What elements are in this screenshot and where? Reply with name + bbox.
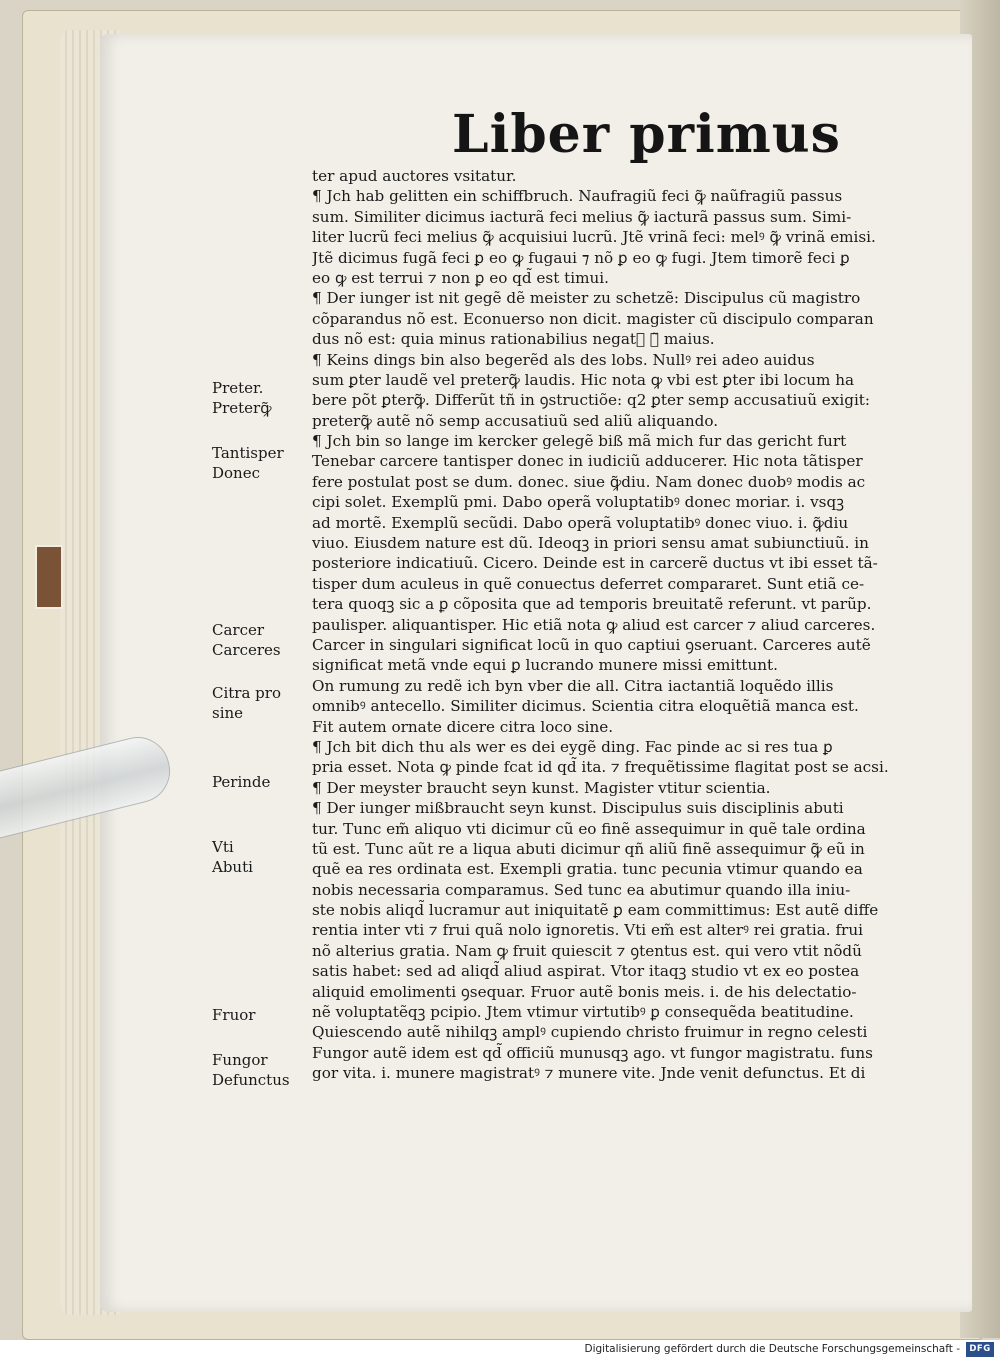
text-line: Carcer in singulari significat locũ in quo captiui ꝯseruant. Carceres autẽ [312, 635, 871, 654]
funding-credit: Digitalisierung gefördert durch die Deutsche Forschungsgemeinschaft - [584, 1343, 960, 1355]
margin-note-fungor [212, 1050, 310, 1090]
text-line: paulisper. aliquantisper. Hic etiã nota ꝙ aliud est carcer ⁊ aliud carceres. [312, 615, 876, 634]
text-line: tera quoqꝫ sic a ꝑ cõposita que ad temporis breuitatẽ referunt. vt parũp. [312, 595, 872, 614]
dfg-logo-icon: DFG [966, 1342, 994, 1357]
text-line: sum ꝑter laudẽ vel preterꝙ̃ laudis. Hic nota ꝙ vbi est ꝑter ibi locum ha [312, 370, 855, 389]
margin-note-fruor [212, 1005, 310, 1025]
text-line: rentia inter vti ⁊ frui quã nolo ignoretis. Vti em̃ est alterꝰ rei gratia. frui [312, 921, 863, 940]
text-line: dus nõ est: quia minus rationabilius negatᷣ ꝙ̃ maius. [312, 330, 715, 349]
text-line: nobis necessaria comparamus. Sed tunc ea abutimur quando illa iniu- [312, 880, 851, 899]
text-line: preterꝙ̃ autẽ nõ semp accusatiuũ sed aliũ aliquando. [312, 411, 719, 430]
text-line: nõ alterius gratia. Nam ꝙ fruit quiescit ⁊ ꝯtentus est. qui vero vtit nõdũ [312, 941, 862, 960]
text-line: gor vita. i. munere magistratꝰ ⁊ munere vite. Jnde venit defunctus. Et di [312, 1064, 866, 1083]
margin-note-carcer [212, 620, 310, 660]
text-line: tur. Tunc em̃ aliquo vti dicimur cũ eo finẽ assequimur in quẽ tale ordina [312, 819, 866, 838]
text-line: quẽ ea res ordinata est. Exempli gratia. tunc pecunia vtimur quando ea [312, 860, 863, 879]
text-line: Tenebar carcere tantisper donec in iudiciũ adducerer. Hic nota tãtisper [312, 452, 863, 471]
text-line: ¶ Der meyster braucht seyn kunst. Magister vtitur scientia. [312, 778, 771, 797]
margin-note-line: Fungor [212, 1051, 268, 1069]
text-line: cõparandus nõ est. Econuerso non dicit. magister cũ discipulo comparan [312, 309, 874, 328]
text-line: ad mortẽ. Exemplũ secũdi. Dabo operã voluptatibꝰ donec viuo. i. ꝙ̃diu [312, 513, 849, 532]
text-line: On rumung zu redẽ ich byn vber die all. Citra iactantiã loquẽdo illis [312, 676, 834, 695]
margin-note-line: Carceres [212, 641, 281, 659]
text-line: Fungor autẽ idem est qd̃ officiũ munusqꝫ ago. vt fungor magistratu. funs [312, 1043, 873, 1062]
text-line: ¶ Jch bin so lange im kercker gelegẽ biß mã mich fur das gericht furt [312, 432, 847, 451]
text-line: viuo. Eiusdem nature est dũ. Ideoqꝫ in priori sensu amat subiunctiuũ. in [312, 534, 869, 553]
margin-note-tantisper [212, 443, 310, 483]
margin-note-line: Preter. [212, 379, 264, 397]
text-line: Fit autem ornate dicere citra loco sine. [312, 717, 614, 736]
text-line: Quiescendo autẽ nihilqꝫ amplꝰ cupiendo christo fruimur in regno celesti [312, 1023, 868, 1042]
text-line: sum. Similiter dicimus iacturã feci melius ꝙ̃ iacturã passus sum. Simi- [312, 207, 852, 226]
running-heading: Liber primus [452, 104, 841, 165]
text-line: ter apud auctores vsitatur. [312, 167, 517, 185]
text-line: bere põt ꝑterꝙ̃. Differũt tñ in ꝯstructiõe: q2 ꝑter semp accusatiuũ exigit: [312, 391, 871, 410]
text-line: ¶ Jch hab gelitten ein schiffbruch. Naufragiũ feci ꝙ̃ naũfragiũ passus [312, 187, 843, 206]
text-line: pria esset. Nota ꝙ pinde fcat id qd̃ ita. ⁊ frequẽtissime flagitat post se acsi. [312, 758, 889, 777]
margin-note-line: sine [212, 704, 244, 722]
margin-note-line: Preterꝙ̃ [212, 399, 272, 417]
margin-note-line: Donec [212, 464, 260, 482]
margin-note-perinde [212, 772, 310, 792]
text-line: fere postulat post se dum. donec. siue ꝙ̃diu. Nam donec duobꝰ modis ac [312, 472, 866, 491]
main-text-block [312, 166, 910, 1084]
margin-note-line: Tantisper [212, 444, 284, 462]
margin-note-preter [212, 378, 310, 418]
text-line: ¶ Keins dings bin also begerẽd als des lobs. Nullꝰ rei adeo auidus [312, 350, 815, 369]
text-line: ste nobis aliqd̃ lucramur aut iniquitatẽ ꝑ eam committimus: Est autẽ diffe [312, 901, 879, 920]
text-line: cipi solet. Exemplũ pmi. Dabo operã voluptatibꝰ donec moriar. i. vsqꝫ [312, 493, 844, 512]
text-line: significat metã vnde equi ꝑ lucrando munere missi emittunt. [312, 656, 778, 675]
text-line: nẽ voluptatẽqꝫ pcipio. Jtem vtimur virtutibꝰ ꝑ consequẽda beatitudine. [312, 1003, 854, 1022]
text-line: ¶ Der iunger ist nit gegẽ dẽ meister zu schetzẽ: Discipulus cũ magistro [312, 289, 861, 308]
margin-note-line: Perinde [212, 773, 271, 791]
text-line: aliquid emolimenti ꝯsequar. Fruor autẽ bonis meis. i. de his delectatio- [312, 982, 857, 1001]
text-line: eo ꝙ est terrui ⁊ non ꝑ eo qd̃ est timui. [312, 268, 609, 287]
text-line: tisper dum aculeus in quẽ conuectus deferret compararet. Sunt etiã ce- [312, 574, 865, 593]
margin-note-citra [212, 683, 310, 723]
text-line: liter lucrũ feci melius ꝙ̃ acquisiui lucrũ. Jtẽ vrinã feci: melꝰ ꝙ̃ vrinã emisi. [312, 228, 876, 247]
margin-note-line: Vti [212, 838, 234, 856]
text-line: satis habet: sed ad aliqd̃ aliud aspirat. Vtor itaqꝫ studio vt ex eo postea [312, 962, 860, 981]
text-line: omnibꝰ antecello. Similiter dicimus. Scientia citra eloquẽtiã manca est. [312, 697, 859, 716]
text-line: tũ est. Tunc aũt re a liqua abuti dicimur qñ aliũ finẽ assequimur ꝙ̃ eũ in [312, 839, 865, 858]
margin-note-line: Abuti [212, 858, 253, 876]
text-line: Jtẽ dicimus fugã feci ꝑ eo ꝙ fugaui ⁊ nõ ꝑ eo ꝙ fugi. Jtem timorẽ feci ꝑ [312, 248, 850, 267]
text-line: posteriore indicatiuũ. Cicero. Deinde est in carcerẽ ductus vt ibi esset tã- [312, 554, 878, 573]
text-line: ¶ Der iunger mißbraucht seyn kunst. Discipulus suis disciplinis abuti [312, 799, 844, 818]
margin-note-vti [212, 837, 310, 877]
bookmark-tab [35, 545, 63, 609]
text-line: ¶ Jch bit dich thu als wer es dei eygẽ ding. Fac pinde ac si res tua ꝑ [312, 737, 833, 756]
margin-note-line: Defunctus [212, 1071, 290, 1089]
margin-note-line: Carcer [212, 621, 265, 639]
margin-note-line: Fruor [212, 1006, 256, 1024]
margin-note-line: Citra pro [212, 684, 281, 702]
